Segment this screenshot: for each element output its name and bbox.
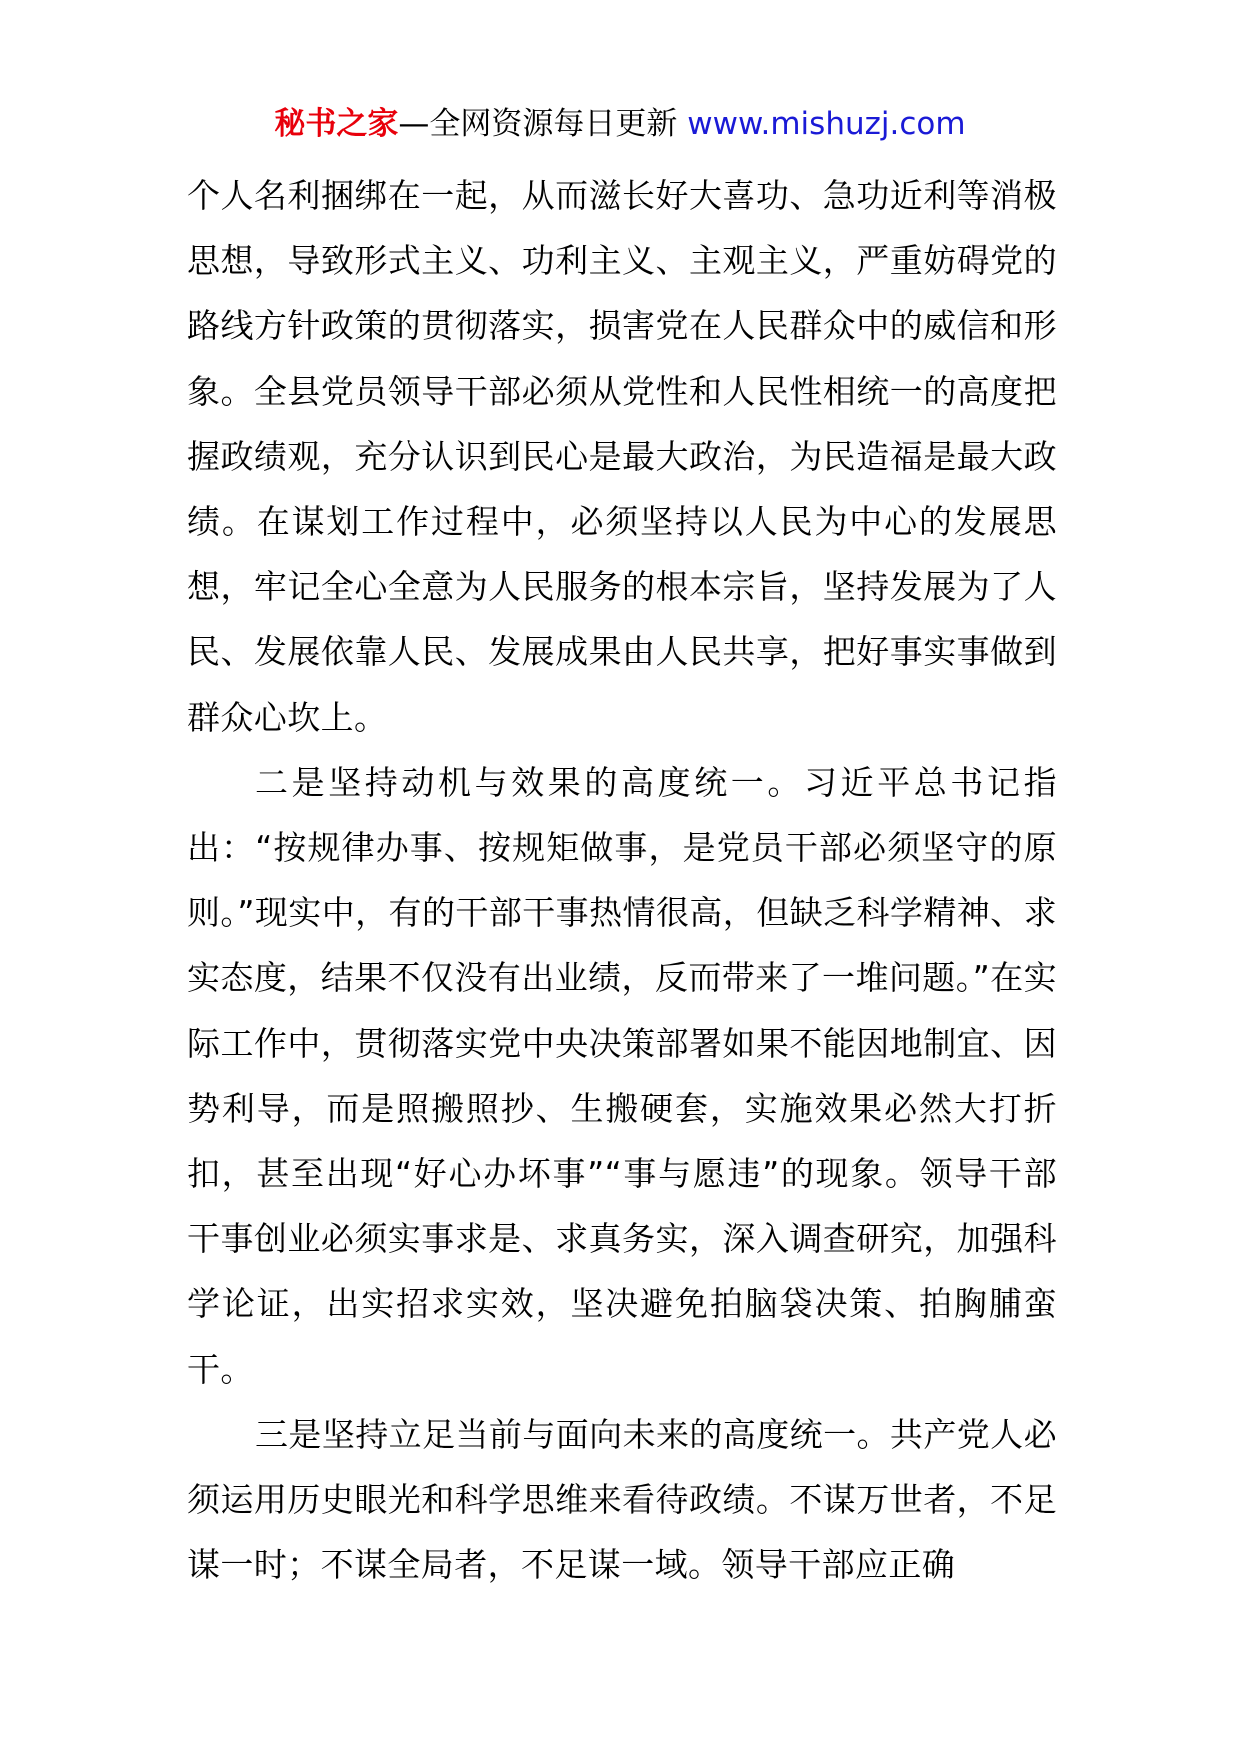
paragraph-two: 二是坚持动机与效果的高度统一。习近平总书记指出：“按规律办事、按规矩做事，是党员干部必须坚守的原则。”现实中，有的干部干事热情很高，但缺乏科学精神、求实态度，结果不仅没有出业绩，反而带来了一堆问题。”在实际工作中，贯彻落实党中央决策部署如果不能因地制宜、因势利导，而是照搬照抄、生搬硬套，实施效果必然大打折扣，甚至出现“好心办坏事”“事与愿违”的现象。领导干部干事创业必须实事求是、求真务实，深入调查研究，加强科学论证，出实招求实效，坚决避免拍脑袋决策、拍胸脯蛮干。 [187, 762, 1057, 1389]
paragraph-three: 三是坚持立足当前与面向未来的高度统一。共产党人必须运用历史眼光和科学思维来看待政绩。不谋万世者，不足谋一时；不谋全局者，不足谋一域。领导干部应正确 [187, 1414, 1057, 1585]
page-header [0, 102, 1240, 146]
website-link[interactable]: www.mishuzj.com [687, 106, 966, 142]
brand-name: 秘书之家 [274, 106, 399, 142]
document-body [187, 163, 1057, 1597]
header-tagline: —全网资源每日更新 [398, 106, 678, 142]
paragraph-continued: 个人名利捆绑在一起，从而滋长好大喜功、急功近利等消极思想，导致形式主义、功利主义、主观主义，严重妨碍党的路线方针政策的贯彻落实，损害党在人民群众中的威信和形象。全县党员领导干部必须从党性和人民性相统一的高度把握政绩观，充分认识到民心是最大政治，为民造福是最大政绩。在谋划工作过程中，必须坚持以人民为中心的发展思想，牢记全心全意为人民服务的根本宗旨，坚持发展为了人民、发展依靠人民、发展成果由人民共享，把好事实事做到群众心坎上。 [187, 176, 1057, 737]
